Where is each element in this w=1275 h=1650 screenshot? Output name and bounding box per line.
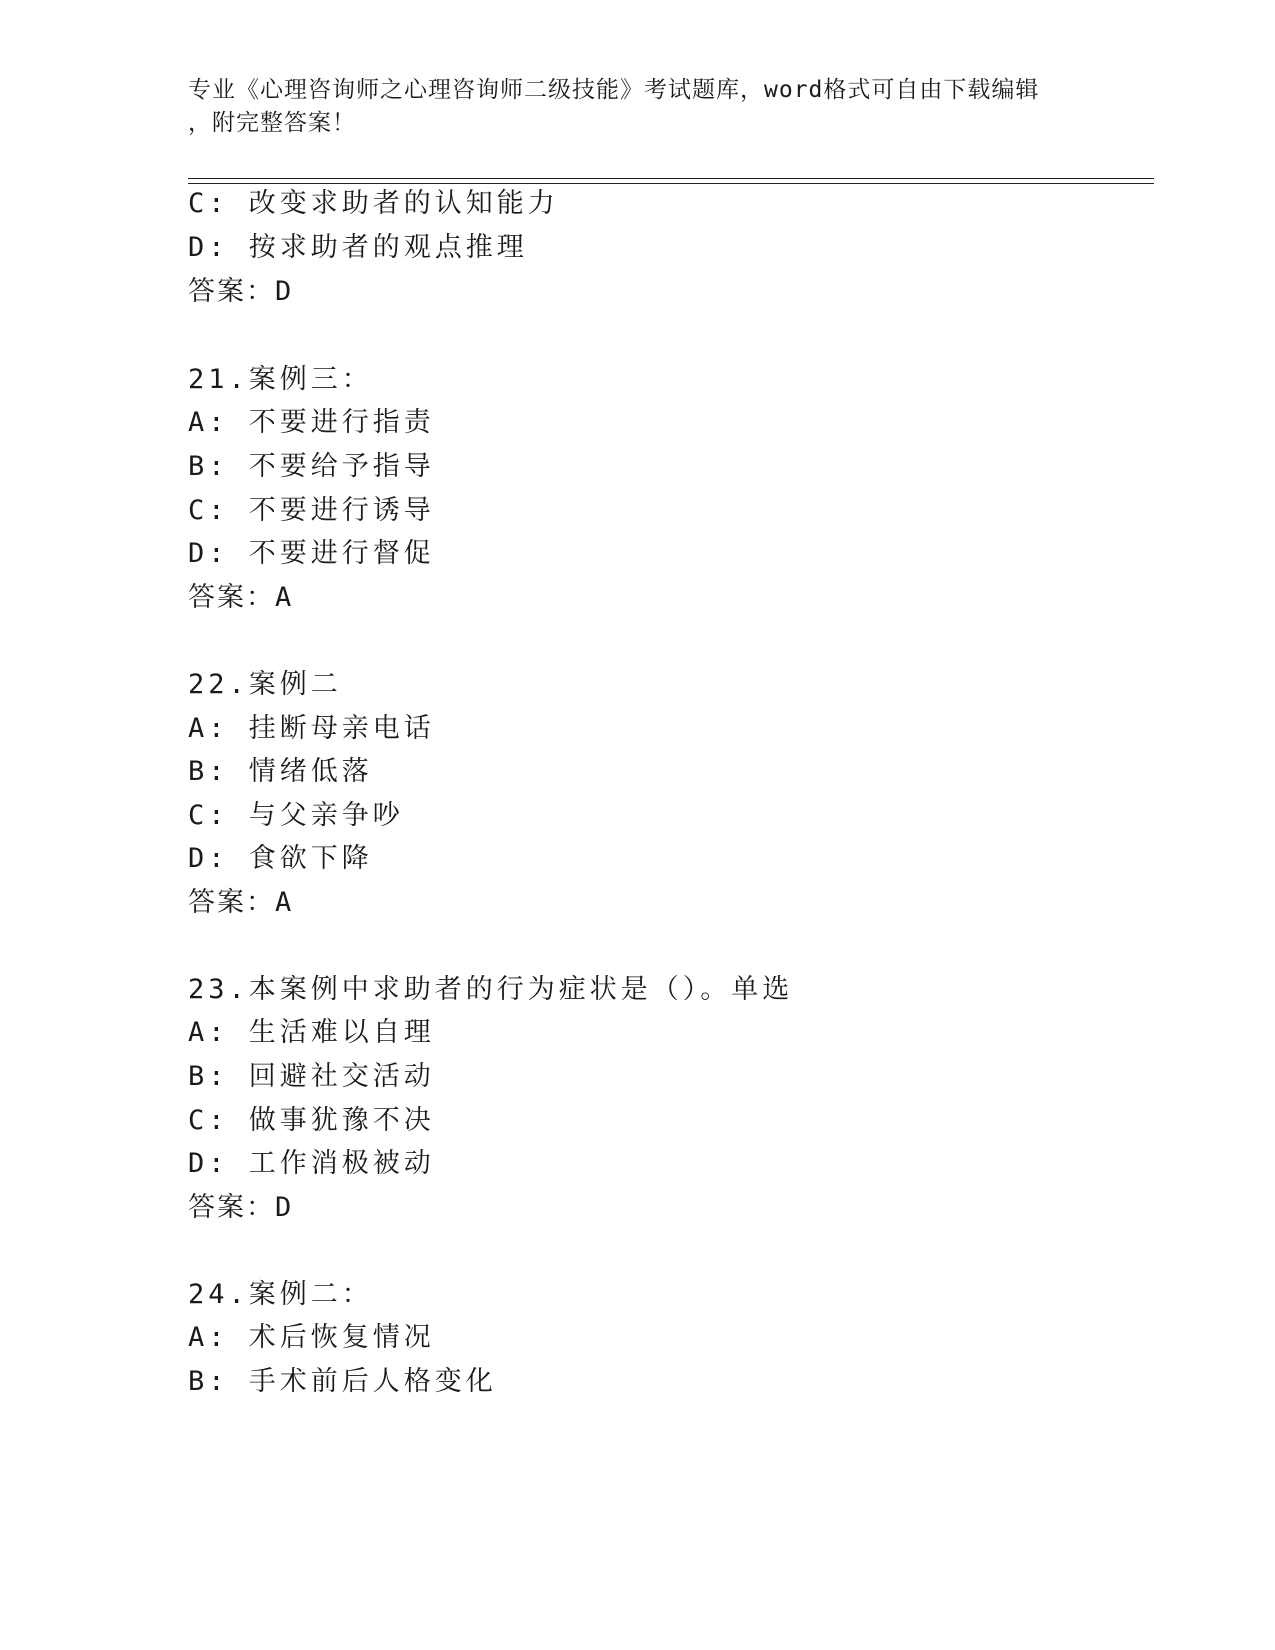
q22-answer: 答案：A bbox=[188, 887, 294, 918]
q23-option-d: D: 工作消极被动 bbox=[188, 1148, 435, 1179]
q22-option-c: C: 与父亲争吵 bbox=[188, 800, 404, 831]
header-line-1: 专业《心理咨询师之心理咨询师二级技能》考试题库，word格式可自由下载编辑 bbox=[188, 77, 1040, 103]
q22-option-a: A: 挂断母亲电话 bbox=[188, 713, 435, 744]
q22-option-b: B: 情绪低落 bbox=[188, 756, 373, 787]
q21-option-b: B: 不要给予指导 bbox=[188, 451, 435, 482]
q21-option-c: C: 不要进行诱导 bbox=[188, 495, 435, 526]
q22-title: 22.案例二 bbox=[188, 669, 342, 700]
q21-answer: 答案：A bbox=[188, 582, 294, 613]
q23-option-b: B: 回避社交活动 bbox=[188, 1061, 435, 1092]
q24-title: 24.案例二： bbox=[188, 1279, 373, 1310]
header-line-2: ，附完整答案！ bbox=[188, 110, 356, 136]
q21-title: 21.案例三： bbox=[188, 364, 373, 395]
q23-option-c: C: 做事犹豫不决 bbox=[188, 1105, 435, 1136]
q20-option-c: C: 改变求助者的认知能力 bbox=[188, 188, 559, 219]
q21-option-a: A: 不要进行指责 bbox=[188, 407, 435, 438]
q20-answer: 答案：D bbox=[188, 276, 294, 307]
q21-option-d: D: 不要进行督促 bbox=[188, 538, 435, 569]
q22-option-d: D: 食欲下降 bbox=[188, 843, 373, 874]
q23-answer: 答案：D bbox=[188, 1192, 294, 1223]
document-header bbox=[188, 74, 1088, 140]
q24-option-a: A: 术后恢复情况 bbox=[188, 1322, 435, 1353]
q23-title: 23.本案例中求助者的行为症状是（）。单选 bbox=[188, 974, 794, 1005]
header-divider bbox=[188, 178, 1154, 184]
q20-option-d: D: 按求助者的观点推理 bbox=[188, 232, 528, 263]
q23-option-a: A: 生活难以自理 bbox=[188, 1017, 435, 1048]
q24-option-b: B: 手术前后人格变化 bbox=[188, 1366, 497, 1397]
